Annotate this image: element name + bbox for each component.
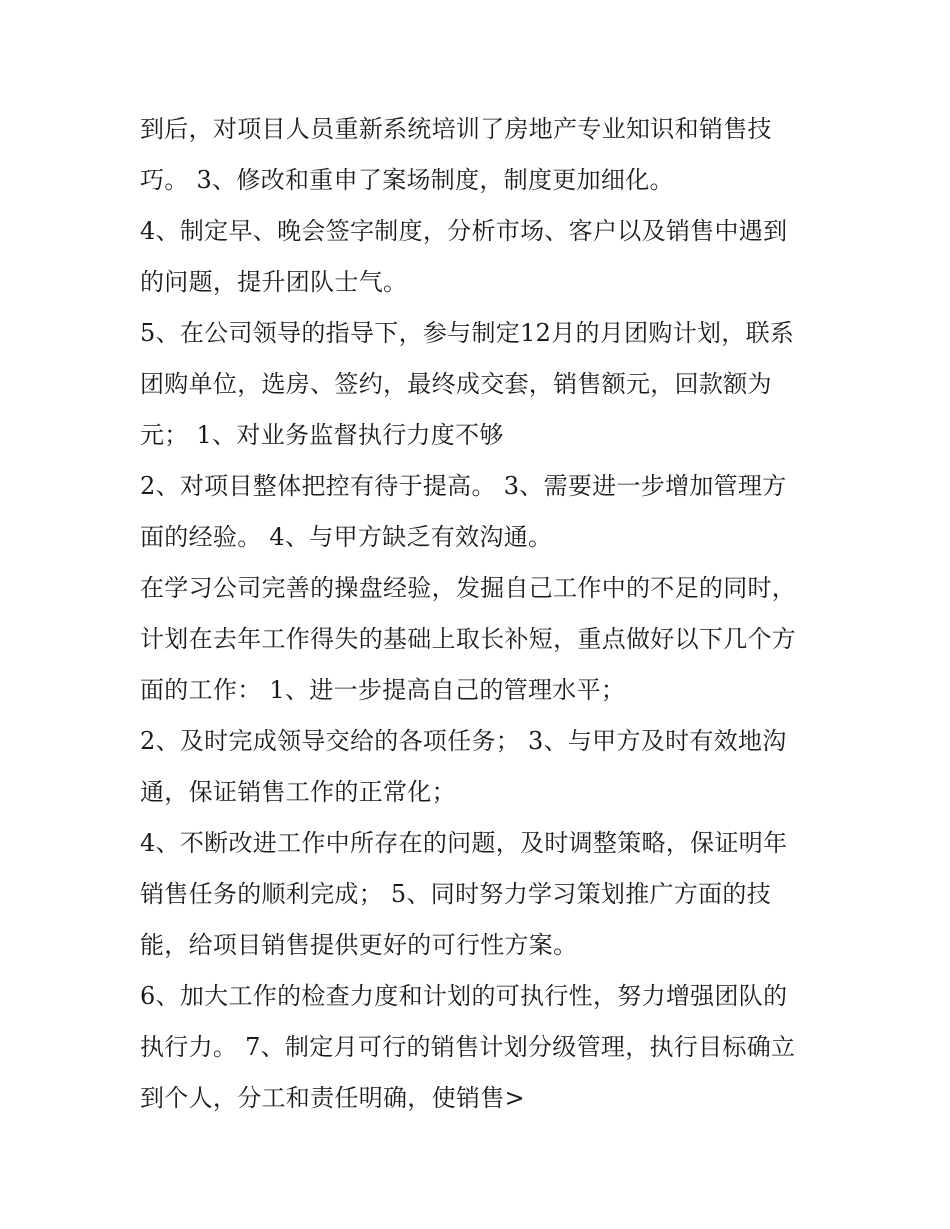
text-line: 2、对项目整体把控有待于提高。 3、需要进一步增加管理方 xyxy=(140,472,787,500)
text-line: 的问题，提升团队士气。 xyxy=(140,268,408,296)
text-line: 2、及时完成领导交给的各项任务； 3、与甲方及时有效地沟 xyxy=(140,727,787,755)
text-line: 元； 1、对业务监督执行力度不够 xyxy=(140,421,504,449)
text-line: 销售任务的顺利完成； 5、同时努力学习策划推广方面的技 xyxy=(140,880,771,908)
text-line: 4、制定早、晚会签字制度，分析市场、客户以及销售中遇到 xyxy=(140,217,788,245)
text-line: 面的经验。 4、与甲方缺乏有效沟通。 xyxy=(140,523,553,551)
text-line: 到后，对项目人员重新系统培训了房地产专业知识和销售技 xyxy=(140,115,772,143)
text-line: 在学习公司完善的操盘经验，发掘自己工作中的不足的同时， xyxy=(140,574,797,602)
text-line: 巧。 3、修改和重申了案场制度，制度更加细化。 xyxy=(140,166,674,194)
text-line: 4、不断改进工作中所存在的问题，及时调整策略，保证明年 xyxy=(140,829,788,857)
text-line: 5、在公司领导的指导下，参与制定12月的月团购计划，联系 xyxy=(140,319,795,347)
text-line: 执行力。 7、制定月可行的销售计划分级管理，执行目标确立 xyxy=(140,1033,796,1061)
text-line: 能，给项目销售提供更好的可行性方案。 xyxy=(140,931,578,959)
text-line: 团购单位，选房、签约，最终成交套，销售额元，回款额为 xyxy=(140,370,772,398)
text-line: 通，保证销售工作的正常化； xyxy=(140,778,456,806)
text-line: 面的工作： 1、进一步提高自己的管理水平； xyxy=(140,676,626,704)
text-line: 6、加大工作的检查力度和计划的可执行性，努力增强团队的 xyxy=(140,982,788,1010)
text-line: 到个人，分工和责任明确，使销售> xyxy=(140,1084,525,1112)
document-body xyxy=(140,104,840,1124)
text-line: 计划在去年工作得失的基础上取长补短，重点做好以下几个方 xyxy=(140,625,797,653)
